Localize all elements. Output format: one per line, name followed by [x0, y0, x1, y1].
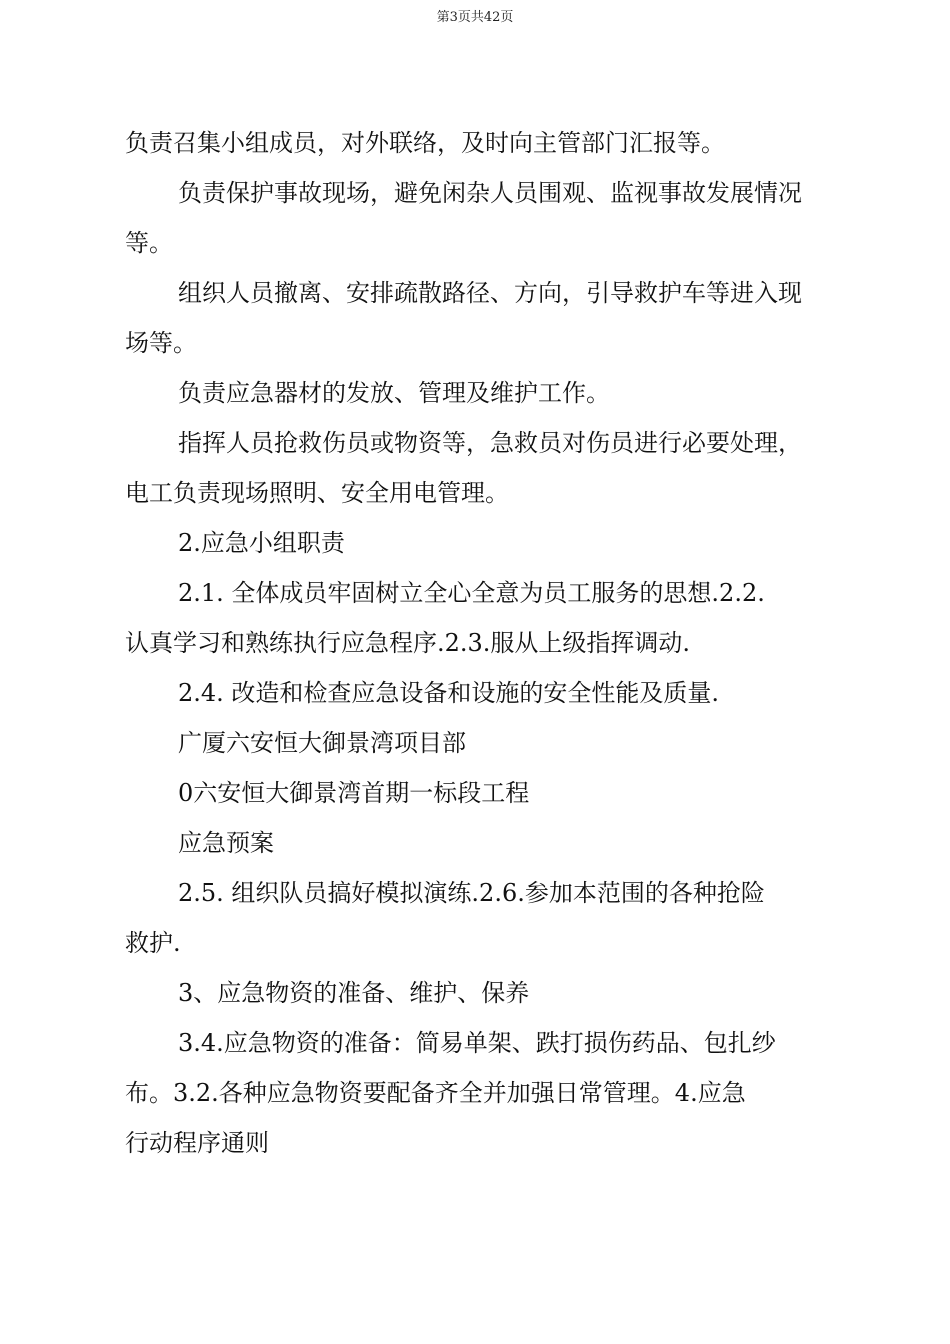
section-heading: 2.应急小组职责 [178, 529, 345, 557]
text-line: 应急预案 [178, 829, 274, 857]
text-line: 指挥人员抢救伤员或物资等，急救员对伤员进行必要处理， [178, 429, 802, 457]
text-line: 等。 [125, 229, 173, 257]
text-line: 布。3.2.各种应急物资要配备齐全并加强日常管理。4.应急 [125, 1079, 746, 1107]
text-line: 场等。 [125, 329, 197, 357]
text-line: 负责召集小组成员，对外联络，及时向主管部门汇报等。 [125, 129, 725, 157]
text-line: 组织人员撤离、安排疏散路径、方向，引导救护车等进入现 [178, 279, 802, 307]
text-line: 2.1. 全体成员牢固树立全心全意为员工服务的思想.2.2. [178, 579, 765, 607]
text-line: 负责应急器材的发放、管理及维护工作。 [178, 379, 610, 407]
text-line: 0六安恒大御景湾首期一标段工程 [178, 779, 530, 807]
text-line: 行动程序通则 [125, 1129, 269, 1157]
text-line: 电工负责现场照明、安全用电管理。 [125, 479, 509, 507]
page-header: 第3页共42页 [436, 10, 514, 25]
text-line: 2.5. 组织队员搞好模拟演练.2.6.参加本范围的各种抢险 [178, 879, 765, 907]
text-line: 3.4.应急物资的准备：简易单架、跌打损伤药品、包扎纱 [178, 1029, 776, 1057]
text-line: 负责保护事故现场，避免闲杂人员围观、监视事故发展情况 [178, 179, 802, 207]
text-line: 救护. [125, 929, 181, 957]
text-line: 2.4. 改造和检查应急设备和设施的安全性能及质量. [178, 679, 720, 707]
text-line: 认真学习和熟练执行应急程序.2.3.服从上级指挥调动. [125, 629, 691, 657]
section-heading: 3、应急物资的准备、维护、保养 [178, 979, 530, 1007]
text-line: 广厦六安恒大御景湾项目部 [178, 729, 466, 757]
